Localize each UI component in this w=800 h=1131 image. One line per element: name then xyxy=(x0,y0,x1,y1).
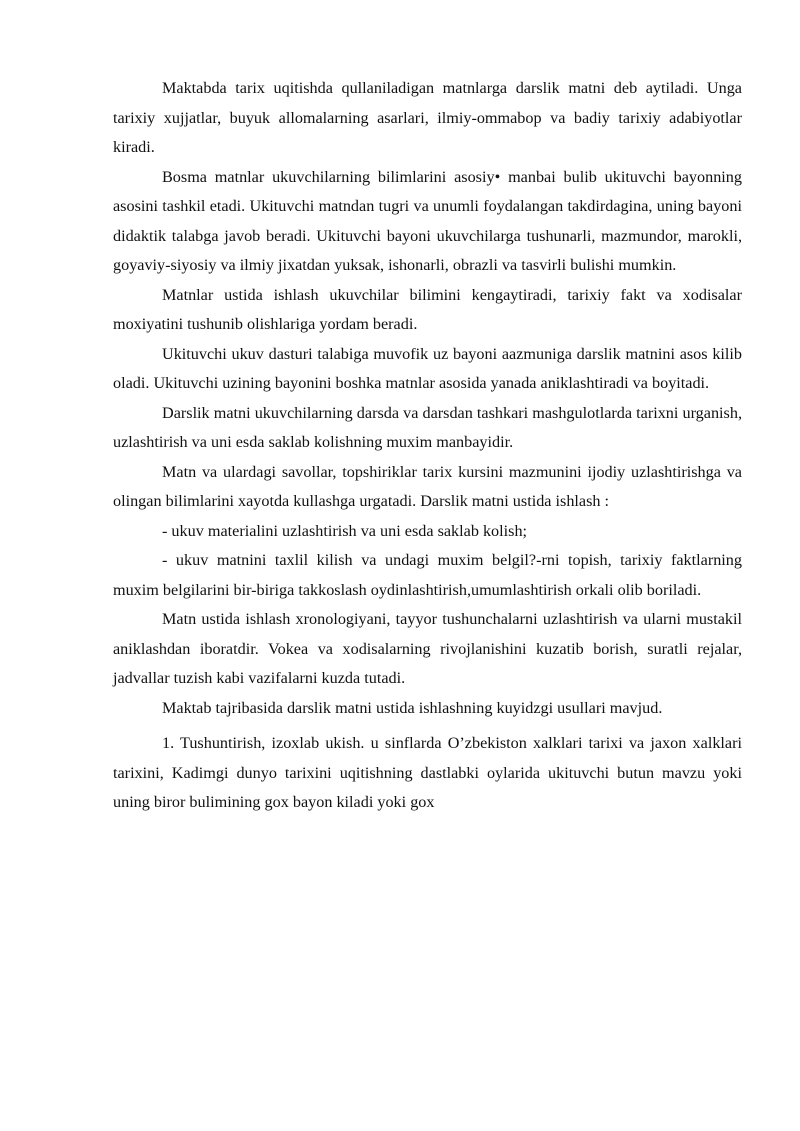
paragraph-methods-intro: Maktab tajribasida darslik matni ustida ishlashning kuyidzgi usullari mavjud. xyxy=(162,698,663,717)
paragraph-textbook-source: Darslik matni ukuvchilarning darsda va darsdan tashkari mashgulotlarda tarixni urganish, uzlashtirish va uni esda saklab kolishning muxim manbayidir. xyxy=(113,403,742,451)
paragraph-chronology: Matn ustida ishlash xronologiyani, tayyor tushunchalarni uzlashtirish va ularni mustakil aniklashdan iboratdir. Vokea va xodisalarning rivojlanishini kuzatib borish, suratli rejalar, jadvallar tuzish kabi vazifalarni kuzda tutadi. xyxy=(113,610,742,687)
list-item-analyze: - ukuv matnini taxlil kilish va undagi muxim belgil?-rni topish, tarixiy faktlarning muxim belgilarini bir-biriga takkoslash oydinlashtirish,umumlashtirish orkali olib boriladi. xyxy=(113,551,742,599)
paragraph-questions-tasks: Matn va ulardagi savollar, topshiriklar tarix kursini mazmunini ijodiy uzlashtirishga va olingan bilimlarini xayotda kullashga urgatadi. Darslik matni ustida ishlash : xyxy=(113,462,742,510)
list-item-memorize: - ukuv materialini uzlashtirish va uni esda saklab kolish; xyxy=(162,521,528,540)
paragraph-intro: Maktabda tarix uqitishda qullaniladigan matnlarga darslik matni deb aytiladi. Unga tarixiy xujjatlar, buyuk allomalarning asarlari, ilmiy-ommabop va badiy tarixiy adabiyotlar kiradi. xyxy=(113,79,742,156)
paragraph-method-one: 1. Tushuntirish, izoxlab ukish. u sinflarda O’zbekiston xalklari tarixi va jaxon xalklari tarixini, Kadimgi dunyo tarixini uqitishning dastlabki oylarida ukituvchi butun mavzu yoki uning biror bulimining gox bayon kiladi yoki gox xyxy=(113,734,742,811)
paragraph-printed-texts: Bosma matnlar ukuvchilarning bilimlarini asosiy• manbai bulib ukituvchi bayonning asosini tashkil etadi. Ukituvchi matndan tugri va unumli foydalangan takdirdagina, uning bayoni didaktik talabga javob beradi. Ukituvchi bayoni ukuvchilarga tushunarli, mazmundor, marokli, goyaviy-siyosiy va ilmiy jixatdan yuksak, ishonarli, obrazli va tasvirli bulishi mumkin. xyxy=(113,167,742,274)
paragraph-teacher-curriculum: Ukituvchi ukuv dasturi talabiga muvofik uz bayoni aazmuniga darslik matnini asos kilib oladi. Ukituvchi uzining bayonini boshka matnlar asosida yanada aniklashtiradi va boyitadi. xyxy=(113,344,742,392)
paragraph-working-with-texts: Matnlar ustida ishlash ukuvchilar bilimini kengaytiradi, tarixiy fakt va xodisalar moxiyatini tushunib olishlariga yordam beradi. xyxy=(113,285,742,333)
